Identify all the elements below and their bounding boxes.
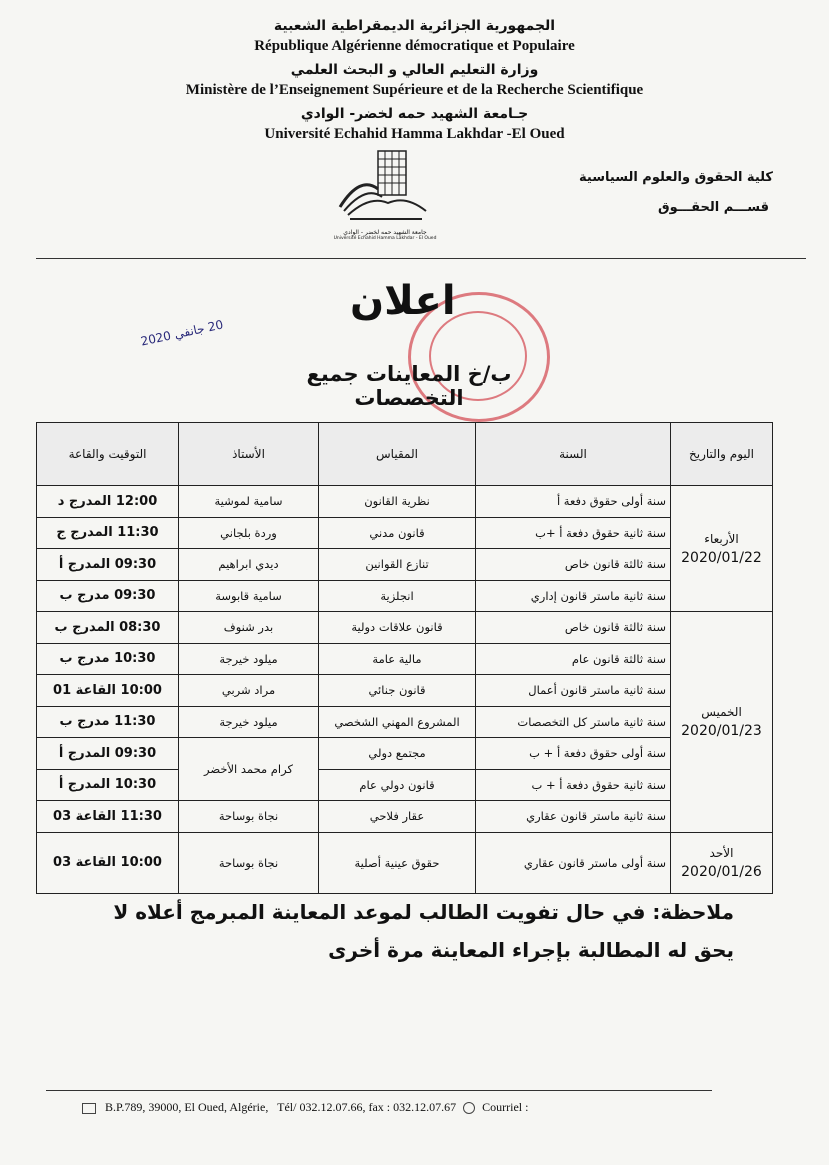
subject-cell: قانون علاقات دولية [319, 612, 476, 644]
subject-cell: قانون جنائي [319, 675, 476, 707]
time-cell: 11:30 مدرج ب [37, 706, 179, 738]
day-cell [671, 832, 773, 893]
university-fr: Université Echahid Hamma Lakhdar -El Oued [264, 126, 565, 142]
header-year: السنة [476, 423, 671, 486]
professor-cell: سامية قابوسة [179, 580, 319, 612]
time-cell: 09:30 المدرج أ [37, 549, 179, 581]
university-logo [330, 145, 440, 240]
table-row [37, 643, 773, 675]
time-cell: 11:30 القاعة 03 [37, 801, 179, 833]
time-cell: 08:30 المدرج ب [37, 612, 179, 644]
logo-caption-ar: جامعة الشهيد حمه لخضر - الوادي [343, 229, 427, 236]
footer-divider [46, 1090, 712, 1091]
day-name: الأحد [709, 845, 734, 860]
time-cell: 10:00 القاعة 03 [37, 832, 179, 893]
ministry-ar: وزارة التعليم العالي و البحث العلمي [290, 62, 539, 78]
day-date: 2020/01/22 [681, 549, 762, 566]
header-professor: الأستاذ [179, 423, 319, 486]
professor-cell: وردة بلجاني [179, 517, 319, 549]
year-cell: سنة ثالثة قانون خاص [476, 612, 671, 644]
year-cell: سنة ثانية حقوق دفعة أ + ب [476, 769, 671, 801]
subject-cell: حقوق عينية أصلية [319, 832, 476, 893]
exam-review-schedule-table [36, 422, 773, 894]
note-line-2: يحق له المطالبة بإجراء المعاينة مرة أخرى [328, 938, 734, 962]
logo-caption-fr: Université Echahid Hamma Lakhdar - El Oued [333, 236, 437, 241]
professor-cell: كرام محمد الأخضر [179, 738, 319, 801]
email-icon [463, 1102, 475, 1114]
footer-email-label: Courriel : [482, 1100, 529, 1114]
note-line-1: ملاحظة: في حال تفويت الطالب لموعد المعاينة المبرمج أعلاه لا [113, 900, 734, 924]
time-cell: 11:30 المدرج ج [37, 517, 179, 549]
table-row [37, 580, 773, 612]
department-name: قســـم الحقـــوق [658, 200, 769, 215]
mail-icon [82, 1103, 96, 1114]
faculty-name: كلية الحقوق والعلوم السياسية [579, 170, 773, 185]
handwritten-date: 20 جانفي 2020 [139, 317, 225, 349]
subject-cell: انجلزية [319, 580, 476, 612]
subject-cell: قانون مدني [319, 517, 476, 549]
year-cell: سنة ثانية ماستر كل التخصصات [476, 706, 671, 738]
table-row [37, 738, 773, 770]
table-row [37, 706, 773, 738]
table-row [37, 517, 773, 549]
time-cell: 10:00 القاعة 01 [37, 675, 179, 707]
header-subject: المقياس [319, 423, 476, 486]
year-cell: سنة ثالثة قانون عام [476, 643, 671, 675]
year-cell: سنة أولى حقوق دفعة أ + ب [476, 738, 671, 770]
announcement-title: اعلان [350, 278, 456, 324]
professor-cell: ميلود خيرجة [179, 706, 319, 738]
subject-cell: تنازع القوانين [319, 549, 476, 581]
time-cell: 12:00 المدرج د [37, 486, 179, 518]
subject-cell: قانون دولي عام [319, 769, 476, 801]
day-cell [671, 486, 773, 612]
republic-fr: République Algérienne démocratique et Populaire [254, 38, 575, 54]
time-cell: 10:30 المدرج أ [37, 769, 179, 801]
professor-cell: نجاة بوساحة [179, 801, 319, 833]
time-cell: 09:30 مدرج ب [37, 580, 179, 612]
footer-contact [82, 1100, 528, 1115]
year-cell: سنة أولى ماستر قانون عقاري [476, 832, 671, 893]
footer-phone: Tél/ 032.12.07.66, fax : 032.12.07.67 [277, 1100, 457, 1114]
professor-cell: ميلود خيرجة [179, 643, 319, 675]
professor-cell: نجاة بوساحة [179, 832, 319, 893]
subject-cell: مجتمع دولي [319, 738, 476, 770]
day-date: 2020/01/23 [681, 722, 762, 739]
table-row [37, 769, 773, 801]
time-cell: 09:30 المدرج أ [37, 738, 179, 770]
professor-cell: ديدي ابراهيم [179, 549, 319, 581]
table-row [37, 675, 773, 707]
university-ar: جـامعة الشهيد حمه لخضر- الوادي [300, 106, 529, 122]
year-cell: سنة أولى حقوق دفعة أ [476, 486, 671, 518]
day-name: الأربعاء [704, 531, 739, 546]
professor-cell: مراد شربي [179, 675, 319, 707]
table-row [37, 612, 773, 644]
professor-cell: سامية لموشية [179, 486, 319, 518]
ministry-fr: Ministère de l’Enseignement Supérieure et de la Recherche Scientifique [185, 82, 644, 98]
republic-ar: الجمهورية الجزائرية الديمقراطية الشعبية [273, 18, 556, 34]
professor-cell: بدر شنوف [179, 612, 319, 644]
table-row [37, 832, 773, 893]
day-date: 2020/01/26 [681, 863, 762, 880]
year-cell: سنة ثانية حقوق دفعة أ +ب [476, 517, 671, 549]
header-time: التوقيت والقاعة [37, 423, 179, 486]
year-cell: سنة ثالثة قانون خاص [476, 549, 671, 581]
table-row [37, 486, 773, 518]
year-cell: سنة ثانية ماستر قانون أعمال [476, 675, 671, 707]
header-day: اليوم والتاريخ [671, 423, 773, 486]
table-row [37, 801, 773, 833]
year-cell: سنة ثانية ماستر قانون عقاري [476, 801, 671, 833]
day-cell [671, 612, 773, 833]
table-header-row [37, 423, 773, 486]
day-name: الخميس [701, 704, 742, 719]
table-row [37, 549, 773, 581]
subject-cell: عقار فلاحي [319, 801, 476, 833]
time-cell: 10:30 مدرج ب [37, 643, 179, 675]
footer-address: B.P.789, 39000, El Oued, Algérie, [105, 1100, 269, 1114]
subject-cell: المشروع المهني الشخصي [319, 706, 476, 738]
header-divider [36, 258, 806, 259]
subject-cell: نظرية القانون [319, 486, 476, 518]
subject-cell: مالية عامة [319, 643, 476, 675]
year-cell: سنة ثانية ماستر قانون إداري [476, 580, 671, 612]
announcement-subtitle: ب/خ المعاينات جميع التخصصات [306, 362, 512, 410]
university-logo-icon [330, 145, 440, 225]
